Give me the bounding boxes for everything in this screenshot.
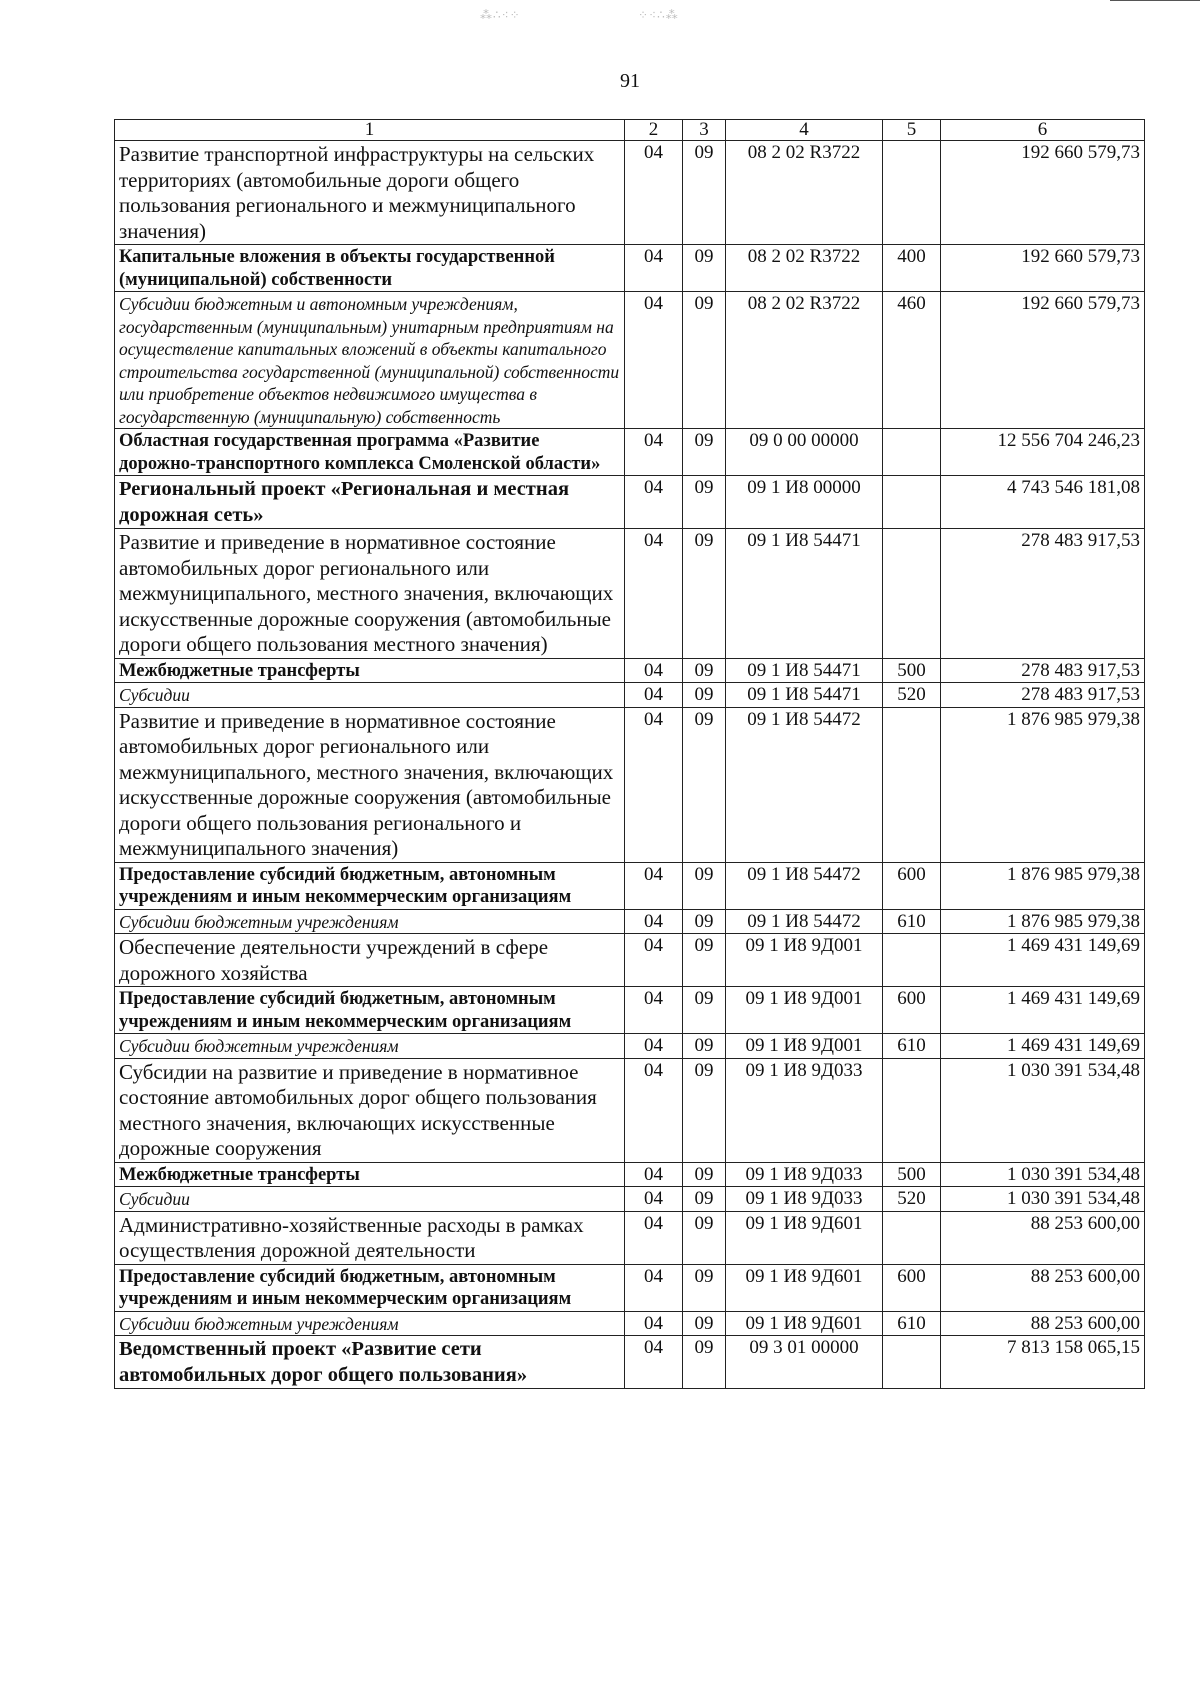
subsection-code: 09 [683, 429, 726, 476]
section-code: 04 [625, 1336, 683, 1389]
expense-type-code [883, 1058, 941, 1162]
subsection-code: 09 [683, 934, 726, 987]
expense-type-code [883, 1336, 941, 1389]
row-name: Субсидии бюджетным учреждениям [115, 1311, 625, 1336]
amount: 1 469 431 149,69 [941, 934, 1145, 987]
expense-type-code [883, 529, 941, 659]
row-name: Субсидии бюджетным учреждениям [115, 909, 625, 934]
subsection-code: 09 [683, 141, 726, 245]
expense-type-code: 610 [883, 1034, 941, 1059]
amount: 1 876 985 979,38 [941, 862, 1145, 909]
section-code: 04 [625, 1034, 683, 1059]
target-article-code: 09 1 И8 54472 [726, 707, 883, 862]
row-name: Предоставление субсидий бюджетным, автономным учреждениям и иным некоммерческим организациям [115, 1264, 625, 1311]
table-row [115, 476, 1145, 529]
row-name: Предоставление субсидий бюджетным, автономным учреждениям и иным некоммерческим организациям [115, 862, 625, 909]
target-article-code: 09 1 И8 9Д033 [726, 1187, 883, 1212]
section-code: 04 [625, 529, 683, 659]
header-col-6: 6 [941, 120, 1145, 141]
target-article-code: 09 1 И8 54471 [726, 658, 883, 683]
section-code: 04 [625, 683, 683, 708]
target-article-code: 09 1 И8 9Д001 [726, 987, 883, 1034]
subsection-code: 09 [683, 245, 726, 292]
amount: 88 253 600,00 [941, 1264, 1145, 1311]
section-code: 04 [625, 429, 683, 476]
row-name: Развитие и приведение в нормативное состояние автомобильных дорог регионального или межмуниципального, местного значения, включающих искусственные дорожные сооружения (автомобильные дороги общего пользования регионального и межмуниципального значения) [115, 707, 625, 862]
section-code: 04 [625, 245, 683, 292]
amount: 1 469 431 149,69 [941, 987, 1145, 1034]
table-row [115, 1311, 1145, 1336]
amount: 1 030 391 534,48 [941, 1058, 1145, 1162]
target-article-code: 09 1 И8 9Д033 [726, 1058, 883, 1162]
target-article-code: 08 2 02 R3722 [726, 245, 883, 292]
table-row [115, 934, 1145, 987]
amount: 192 660 579,73 [941, 245, 1145, 292]
table-row [115, 429, 1145, 476]
target-article-code: 09 1 И8 9Д601 [726, 1311, 883, 1336]
expense-type-code: 600 [883, 862, 941, 909]
amount: 192 660 579,73 [941, 141, 1145, 245]
expense-type-code [883, 1211, 941, 1264]
row-name: Развитие транспортной инфраструктуры на сельских территориях (автомобильные дороги общего пользования регионального и межмуниципального значения) [115, 141, 625, 245]
row-name: Капитальные вложения в объекты государственной (муниципальной) собственности [115, 245, 625, 292]
expense-type-code: 600 [883, 1264, 941, 1311]
table-row [115, 141, 1145, 245]
header-col-1: 1 [115, 120, 625, 141]
section-code: 04 [625, 141, 683, 245]
row-name: Субсидии [115, 683, 625, 708]
subsection-code: 09 [683, 1311, 726, 1336]
expense-type-code: 460 [883, 292, 941, 429]
amount: 278 483 917,53 [941, 658, 1145, 683]
expense-type-code [883, 934, 941, 987]
expense-type-code: 520 [883, 1187, 941, 1212]
row-name: Региональный проект «Региональная и местная дорожная сеть» [115, 476, 625, 529]
expense-type-code [883, 476, 941, 529]
table-row [115, 292, 1145, 429]
row-name: Межбюджетные трансферты [115, 658, 625, 683]
row-name: Межбюджетные трансферты [115, 1162, 625, 1187]
expense-type-code: 600 [883, 987, 941, 1034]
row-name: Развитие и приведение в нормативное состояние автомобильных дорог регионального или межмуниципального, местного значения, включающих искусственные дорожные сооружения (автомобильные дороги общего пользования местного значения) [115, 529, 625, 659]
target-article-code: 09 1 И8 9Д001 [726, 1034, 883, 1059]
table-body [115, 141, 1145, 1389]
header-col-3: 3 [683, 120, 726, 141]
table-row [115, 1336, 1145, 1389]
row-name: Субсидии на развитие и приведение в нормативное состояние автомобильных дорог общего пользования местного значения, включающих искусственные дорожные сооружения [115, 1058, 625, 1162]
row-name: Областная государственная программа «Развитие дорожно-транспортного комплекса Смоленской области» [115, 429, 625, 476]
expense-type-code: 400 [883, 245, 941, 292]
header-col-2: 2 [625, 120, 683, 141]
subsection-code: 09 [683, 292, 726, 429]
amount: 1 030 391 534,48 [941, 1187, 1145, 1212]
target-article-code: 09 3 01 00000 [726, 1336, 883, 1389]
target-article-code: 09 1 И8 54471 [726, 683, 883, 708]
subsection-code: 09 [683, 1058, 726, 1162]
amount: 1 030 391 534,48 [941, 1162, 1145, 1187]
section-code: 04 [625, 1311, 683, 1336]
amount: 88 253 600,00 [941, 1311, 1145, 1336]
section-code: 04 [625, 862, 683, 909]
section-code: 04 [625, 707, 683, 862]
target-article-code: 08 2 02 R3722 [726, 292, 883, 429]
table-row [115, 862, 1145, 909]
expense-type-code: 500 [883, 1162, 941, 1187]
target-article-code: 09 0 00 00000 [726, 429, 883, 476]
section-code: 04 [625, 292, 683, 429]
row-name: Обеспечение деятельности учреждений в сфере дорожного хозяйства [115, 934, 625, 987]
section-code: 04 [625, 658, 683, 683]
header-col-4: 4 [726, 120, 883, 141]
subsection-code: 09 [683, 658, 726, 683]
subsection-code: 09 [683, 683, 726, 708]
target-article-code: 09 1 И8 00000 [726, 476, 883, 529]
amount: 1 876 985 979,38 [941, 707, 1145, 862]
scan-artifact: ⁂∴⁖⁘ [480, 8, 521, 22]
table-row [115, 1034, 1145, 1059]
table-row [115, 909, 1145, 934]
table-row [115, 987, 1145, 1034]
section-code: 04 [625, 476, 683, 529]
table-row [115, 1162, 1145, 1187]
expense-type-code [883, 141, 941, 245]
amount: 1 876 985 979,38 [941, 909, 1145, 934]
row-name: Субсидии бюджетным и автономным учреждениям, государственным (муниципальным) унитарным предприятиям на осуществление капитальных вложений в объекты капитального строительства государственной (муниципальной) собственности или приобретение объектов недвижимого имущества в государственную (муниципальную) собственность [115, 292, 625, 429]
row-name: Субсидии бюджетным учреждениям [115, 1034, 625, 1059]
target-article-code: 09 1 И8 9Д601 [726, 1211, 883, 1264]
row-name: Субсидии [115, 1187, 625, 1212]
amount: 7 813 158 065,15 [941, 1336, 1145, 1389]
subsection-code: 09 [683, 1264, 726, 1311]
amount: 1 469 431 149,69 [941, 1034, 1145, 1059]
page-number: 91 [620, 70, 640, 92]
subsection-code: 09 [683, 1211, 726, 1264]
amount: 12 556 704 246,23 [941, 429, 1145, 476]
target-article-code: 09 1 И8 9Д601 [726, 1264, 883, 1311]
subsection-code: 09 [683, 1034, 726, 1059]
table-row [115, 658, 1145, 683]
table-row [115, 1187, 1145, 1212]
subsection-code: 09 [683, 1162, 726, 1187]
table-row [115, 1264, 1145, 1311]
row-name: Ведомственный проект «Развитие сети автомобильных дорог общего пользования» [115, 1336, 625, 1389]
table-row [115, 529, 1145, 659]
target-article-code: 09 1 И8 9Д001 [726, 934, 883, 987]
subsection-code: 09 [683, 1187, 726, 1212]
row-name: Предоставление субсидий бюджетным, автономным учреждениям и иным некоммерческим организациям [115, 987, 625, 1034]
table-header-row [115, 120, 1145, 141]
amount: 88 253 600,00 [941, 1211, 1145, 1264]
expense-type-code: 520 [883, 683, 941, 708]
expense-type-code: 500 [883, 658, 941, 683]
table-row [115, 1211, 1145, 1264]
expense-type-code: 610 [883, 1311, 941, 1336]
target-article-code: 09 1 И8 54471 [726, 529, 883, 659]
section-code: 04 [625, 1162, 683, 1187]
subsection-code: 09 [683, 862, 726, 909]
section-code: 04 [625, 909, 683, 934]
section-code: 04 [625, 1211, 683, 1264]
row-name: Административно-хозяйственные расходы в рамках осуществления дорожной деятельности [115, 1211, 625, 1264]
table-row [115, 245, 1145, 292]
subsection-code: 09 [683, 909, 726, 934]
target-article-code: 09 1 И8 9Д033 [726, 1162, 883, 1187]
subsection-code: 09 [683, 1336, 726, 1389]
subsection-code: 09 [683, 529, 726, 659]
amount: 278 483 917,53 [941, 529, 1145, 659]
target-article-code: 09 1 И8 54472 [726, 862, 883, 909]
subsection-code: 09 [683, 707, 726, 862]
section-code: 04 [625, 934, 683, 987]
table-row [115, 1058, 1145, 1162]
amount: 4 743 546 181,08 [941, 476, 1145, 529]
section-code: 04 [625, 1187, 683, 1212]
subsection-code: 09 [683, 476, 726, 529]
table-row [115, 707, 1145, 862]
subsection-code: 09 [683, 987, 726, 1034]
budget-table [114, 119, 1145, 1389]
expense-type-code [883, 429, 941, 476]
target-article-code: 08 2 02 R3722 [726, 141, 883, 245]
expense-type-code [883, 707, 941, 862]
section-code: 04 [625, 987, 683, 1034]
page-edge-line [1110, 0, 1200, 1]
scan-artifact: ⁘⁖∴⁂ [638, 8, 679, 22]
section-code: 04 [625, 1264, 683, 1311]
expense-type-code: 610 [883, 909, 941, 934]
section-code: 04 [625, 1058, 683, 1162]
target-article-code: 09 1 И8 54472 [726, 909, 883, 934]
header-col-5: 5 [883, 120, 941, 141]
amount: 192 660 579,73 [941, 292, 1145, 429]
amount: 278 483 917,53 [941, 683, 1145, 708]
table-row [115, 683, 1145, 708]
